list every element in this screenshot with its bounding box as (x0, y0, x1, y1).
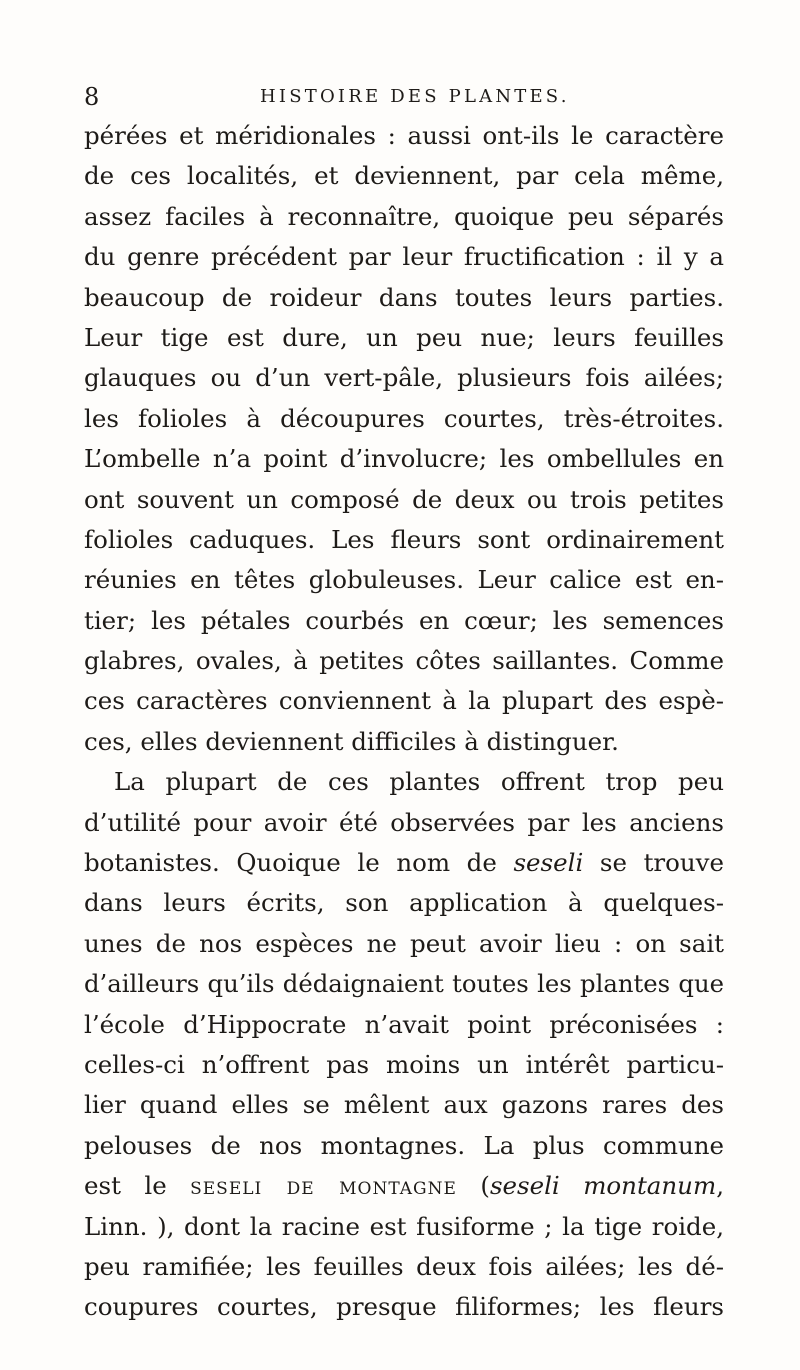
text-line: celles-ci n’offrent pas moins un intérêt particu- (84, 1049, 724, 1079)
text-line: La plupart de ces plantes offrent trop peu (114, 767, 724, 797)
text-line: unes de nos espèces ne peut avoir lieu : on sait (84, 928, 724, 958)
running-head (84, 80, 724, 114)
body-text (84, 116, 724, 1328)
text-line: folioles caduques. Les fleurs sont ordinairement (84, 524, 724, 554)
text-line: glauques ou d’un vert-pâle, plusieurs fois ailées; (84, 363, 724, 393)
text-line: peu ramifiée; les feuilles deux fois ailées; les dé- (84, 1251, 724, 1281)
page-number: 8 (84, 83, 100, 111)
text-run: se trouve (583, 848, 724, 878)
text-line: Linn. ), dont la racine est fusiforme ; la tige roide, (84, 1211, 724, 1241)
text-line (84, 843, 724, 883)
text-line: pérées et méridionales : aussi ont-ils le caractère (84, 121, 724, 150)
text-line: ces caractères conviennent à la plupart des espè- (84, 686, 724, 716)
text-line: glabres, ovales, à petites côtes saillantes. Comme (84, 646, 724, 676)
text-run: botanistes. Quoique le nom de (84, 848, 514, 878)
text-line: pelouses de nos montagnes. La plus commune (84, 1130, 724, 1160)
text-line: tier; les pétales courbés en cœur; les semences (84, 605, 724, 635)
text-line: du genre précédent par leur fructification : il y a (84, 242, 724, 272)
text-line: d’utilité pour avoir été observées par les anciens (84, 807, 724, 837)
text-line: de ces localités, et deviennent, par cela même, (84, 161, 724, 191)
text-line: l’école d’Hippocrate n’avait point préconisées : (84, 1009, 724, 1039)
text-line: ont souvent un composé de deux ou trois petites (84, 484, 724, 514)
text-run: , (716, 1171, 724, 1201)
text-line: réunies en têtes globuleuses. Leur calice est en- (84, 565, 724, 595)
text-line: assez faciles à reconnaître, quoique peu séparés (84, 201, 724, 231)
text-run: ( (456, 1171, 490, 1201)
text-line: d’ailleurs qu’ils dédaignaient toutes les plantes que (84, 969, 724, 999)
text-line: beaucoup de roideur dans toutes leurs parties. (84, 282, 724, 312)
running-title: HISTOIRE DES PLANTES. (260, 86, 570, 107)
italic-term: seseli (513, 848, 584, 878)
text-line (84, 1166, 724, 1206)
text-line: lier quand elles se mêlent aux gazons rares des (84, 1090, 724, 1120)
text-line: les folioles à découpures courtes, très-étroites. (84, 403, 724, 433)
text-run: est le (84, 1171, 191, 1201)
text-line: Leur tige est dure, un peu nue; leurs feuilles (84, 322, 724, 352)
text-line: L’ombelle n’a point d’involucre; les ombellules en (84, 444, 724, 474)
text-line: coupures courtes, presque filiformes; les fleurs (84, 1292, 724, 1322)
text-line: ces, elles deviennent difficiles à distinguer. (84, 726, 619, 756)
small-caps-term: seseli de montagne (190, 1171, 457, 1201)
italic-term: seseli montanum (489, 1171, 717, 1201)
text-line: dans leurs écrits, son application à quelques- (84, 888, 724, 918)
